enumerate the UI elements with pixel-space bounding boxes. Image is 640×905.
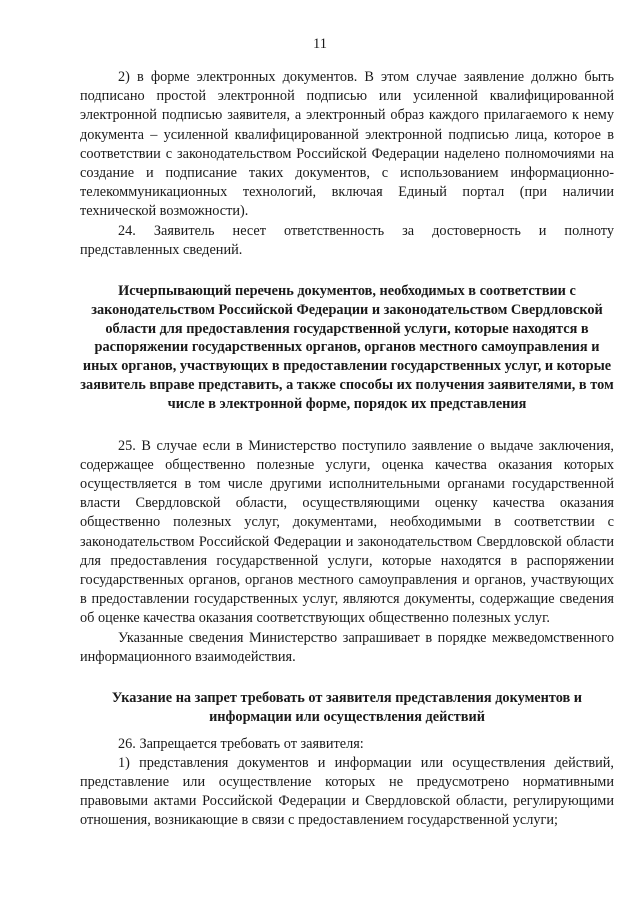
paragraph-electronic-documents: 2) в форме электронных документов. В этом случае заявление должно быть подписано простой электронной подписью или усиленной квалифицированной электронной подписью заявителя, а электронный образ каждого прилагаемого к нему документа – усиленной квалифицированной электронной подписью лица, которое в соответствии с законодательством Российской Федерации наделено полномочиями на создание и подписание таких документов, с использованием информационно-телекоммуникационных технологий, включая Единый портал (при наличии технической возможности). xyxy=(80,69,614,220)
paragraph-ministry-application: 25. В случае если в Министерство поступило заявление о выдаче заключения, содержащее общественно полезные услуги, оценка качества оказания которых осуществляется в том числе другими исполнительными органами государственной власти Свердловской области, осуществляющими оценку качества оказания общественно полезных услуг, документами, необходимыми в соответствии с законодательством Российской Федерации и законодательством Свердловской области для предоставления государственной услуги, которые находятся в распоряжении государственных органов, органов местного самоуправления и органов, участвующих в предоставлении государственных услуг, являются документы, содержащие сведения об оценке качества оказания соответствующих общественно полезных услуг. xyxy=(80,437,614,627)
section-heading-documents-list: Исчерпывающий перечень документов, необходимых в соответствии с законодательством Российской Федерации и законодательством Свердловской области для предоставления государственной услуги, которые находятся в распоряжении государственных органов, органов местного самоуправления и иных органов, участвующих в предоставлении государственных услуг, и которые заявитель вправе представить, а также способы их получения заявителями, в том числе в электронной форме, порядок их представления xyxy=(80,283,614,412)
paragraph-interagency-request: Указанные сведения Министерство запрашивает в порядке межведомственного информационного взаимодействия. xyxy=(80,629,614,665)
paragraph-prohibited-requirements: 26. Запрещается требовать от заявителя: xyxy=(118,735,364,752)
section-heading-prohibition: Указание на запрет требовать от заявителя представления документов и информации или осуществления действий xyxy=(111,690,583,725)
paragraph-prohibition-item-1: 1) представления документов и информации или осуществления действий, представление или осуществление которых не предусмотрено нормативными правовыми актами Российской Федерации и Свердловской области, регулирующими отношения, возникающие в связи с предоставлением государственной услуги; xyxy=(80,754,614,829)
page-number: 11 xyxy=(313,36,327,52)
paragraph-applicant-responsibility: 24. Заявитель несет ответственность за достоверность и полноту представленных сведений. xyxy=(80,222,614,258)
document-body xyxy=(80,68,614,831)
